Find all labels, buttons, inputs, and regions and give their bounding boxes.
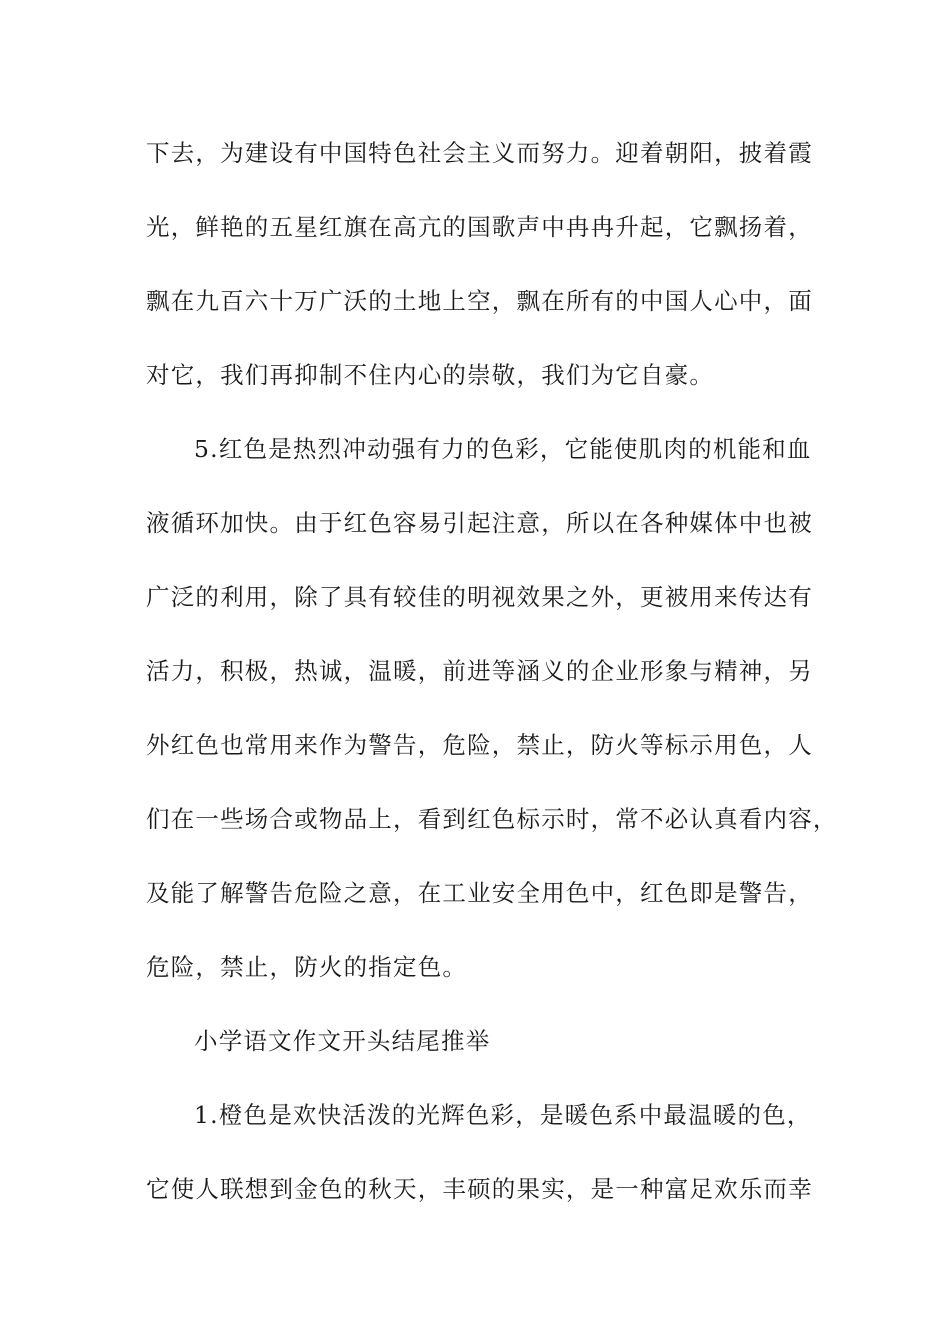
paragraph-line: 5.红色是热烈冲动强有力的色彩，它能使肌肉的机能和血 [194, 435, 812, 463]
paragraph-line: 广泛的利用，除了具有较佳的明视效果之外，更被用来传达有 [146, 583, 813, 611]
paragraph-line: 危险，禁止，防火的指定色。 [146, 953, 468, 981]
section-heading: 小学语文作文开头结尾推举 [194, 1027, 491, 1055]
paragraph-line: 它使人联想到金色的秋天，丰硕的果实，是一种富足欢乐而幸 [146, 1175, 813, 1203]
paragraph-line: 对它，我们再抑制不住内心的崇敬，我们为它自豪。 [146, 361, 715, 389]
paragraph-line: 飘在九百六十万广沃的土地上空，飘在所有的中国人心中，面 [146, 287, 813, 315]
paragraph-line: 们在一些场合或物品上，看到红色标示时，常不必认真看内容， [146, 805, 838, 833]
paragraph-line: 外红色也常用来作为警告，危险，禁止，防火等标示用色，人 [146, 731, 813, 759]
paragraph-line: 光，鲜艳的五星红旗在高亢的国歌声中冉冉升起，它飘扬着， [146, 213, 813, 241]
paragraph-line: 液循环加快。由于红色容易引起注意，所以在各种媒体中也被 [146, 509, 813, 537]
paragraph-line: 1.橙色是欢快活泼的光辉色彩，是暖色系中最温暖的色， [194, 1101, 812, 1129]
paragraph-line: 下去，为建设有中国特色社会主义而努力。迎着朝阳，披着霞 [146, 139, 813, 167]
paragraph-line: 活力，积极，热诚，温暖，前进等涵义的企业形象与精神，另 [146, 657, 813, 685]
paragraph-line: 及能了解警告危险之意，在工业安全用色中，红色即是警告， [146, 879, 813, 907]
